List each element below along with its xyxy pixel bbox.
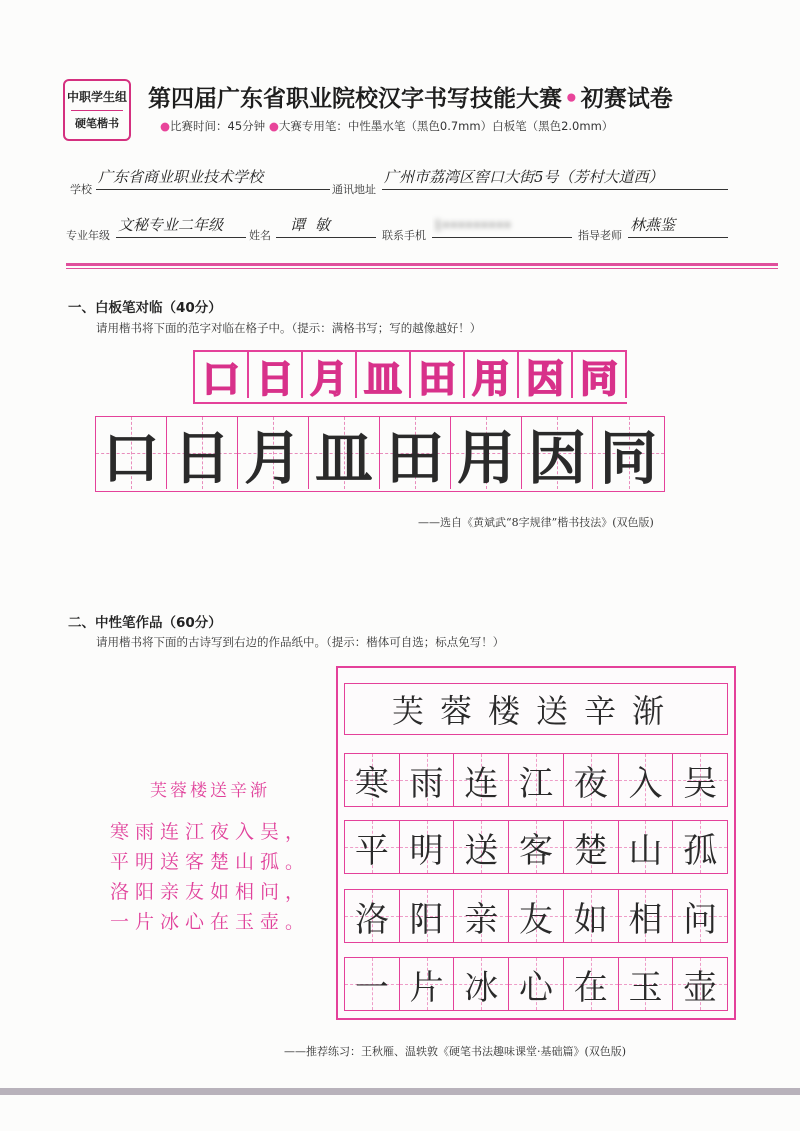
model-char: 口 [195,352,249,398]
sheet-cell[interactable]: 雨 [400,754,455,806]
model-char: 田 [411,352,465,398]
practice-cell[interactable]: 同 [593,417,664,489]
badge-divider [71,110,123,111]
phone-field[interactable] [432,214,572,238]
sheet-cell[interactable]: 平 [345,821,400,873]
badge-group-label: 中职学生组 [66,89,127,104]
sheet-cell[interactable]: 玉 [619,958,674,1010]
sheet-row [344,820,728,874]
bottom-edge-bar [0,1088,800,1095]
poem-line: 平明送客楚山孤。 [109,851,310,873]
sheet-cell[interactable]: 相 [619,890,674,942]
address-field[interactable]: 广州市荔湾区窖口大街5号（芳村大道西） [382,166,728,190]
sheet-cell[interactable]: 壶 [673,958,727,1010]
header-divider [66,263,778,266]
group-badge [63,79,131,141]
exam-time: 比赛时间：45分钟 [170,119,266,133]
teacher-field[interactable]: 林燕鉴 [628,214,728,238]
sheet-cell[interactable]: 吴 [673,754,727,806]
model-char: 用 [465,352,519,398]
sheet-cell[interactable]: 送 [454,821,509,873]
sheet-row [344,957,728,1011]
major-label: 专业年级 [66,229,110,242]
name-label: 姓名 [249,229,271,242]
practice-cell[interactable]: 月 [238,417,309,489]
sheet-row [344,889,728,943]
school-label: 学校 [70,183,92,196]
address-label: 通讯地址 [332,183,376,196]
model-characters-row [193,350,627,404]
poem-title: 芙蓉楼送辛渐 [150,781,270,801]
sheet-cell[interactable]: 冰 [454,958,509,1010]
practice-cell[interactable]: 用 [451,417,522,489]
sheet-cell[interactable]: 夜 [564,754,619,806]
sheet-cell[interactable]: 楚 [564,821,619,873]
sheet-cell[interactable]: 明 [400,821,455,873]
sheet-cell[interactable]: 如 [564,890,619,942]
exam-info [160,118,613,134]
sheet-cell[interactable]: 洛 [345,890,400,942]
sheet-cell[interactable]: 一 [345,958,400,1010]
badge-category-label: 硬笔楷书 [75,116,119,130]
practice-cell[interactable]: 皿 [309,417,380,489]
practice-cell[interactable]: 田 [380,417,451,489]
recommended-practice: ——推荐练习：王秋雁、温轶敦《硬笔书法趣味课堂·基础篇》(双色版) [284,1045,627,1058]
title-dot: • [564,86,579,112]
sheet-cell[interactable]: 入 [619,754,674,806]
sheet-cell[interactable]: 连 [454,754,509,806]
section1-title: 一、白板笔对临（40分） [68,300,222,316]
phone-label: 联系手机 [382,229,426,242]
exam-pens: 大赛专用笔：中性墨水笔（黑色0.7mm）白板笔（黑色2.0mm） [278,119,614,133]
header-divider-thin [66,268,778,269]
sheet-cell[interactable]: 在 [564,958,619,1010]
practice-cell[interactable]: 口 [96,417,167,489]
poem-line: 洛阳亲友如相问， [109,881,310,903]
model-char: 日 [249,352,303,398]
school-field[interactable]: 广东省商业职业技术学校 [96,166,330,190]
sheet-cell[interactable]: 友 [509,890,564,942]
model-char: 月 [303,352,357,398]
sheet-cell[interactable]: 片 [400,958,455,1010]
practice-cell[interactable]: 日 [167,417,238,489]
section2-hint: 请用楷书将下面的古诗写到右边的作品纸中。（提示：楷体可自选；标点免写！） [96,635,505,649]
sheet-cell[interactable]: 江 [509,754,564,806]
model-char: 同 [573,352,627,398]
model-char: 皿 [357,352,411,398]
page-title [148,80,673,113]
teacher-label: 指导老师 [578,229,622,242]
phone-value-blurred: 1••••••••• [434,219,512,234]
model-char: 因 [519,352,573,398]
section1-source: ——选自《黄斌武“8字规律”楷书技法》(双色版) [418,516,654,529]
poem-line: 一片冰心在玉壶。 [109,911,310,933]
sheet-cell[interactable]: 问 [673,890,727,942]
sheet-cell[interactable]: 阳 [400,890,455,942]
practice-grid-row [95,416,665,492]
poem-line: 寒雨连江夜入吴， [109,821,310,843]
major-field[interactable]: 文秘专业二年级 [116,214,246,238]
name-field[interactable]: 谭敏 [276,214,376,238]
title-main: 第四届广东省职业院校汉字书写技能大赛 [148,86,562,112]
sheet-cell[interactable]: 孤 [673,821,727,873]
sheet-cell[interactable]: 心 [509,958,564,1010]
sheet-cell[interactable]: 客 [509,821,564,873]
sheet-cell[interactable]: 寒 [345,754,400,806]
sheet-title[interactable]: 芙蓉楼送辛渐 [344,683,728,735]
practice-cell[interactable]: 因 [522,417,593,489]
section2-title: 二、中性笔作品（60分） [68,615,222,631]
section1-hint: 请用楷书将下面的范字对临在格子中。（提示：满格书写；写的越像越好！） [96,321,482,335]
sheet-row [344,753,728,807]
bullet-icon: ● [160,119,171,133]
sheet-cell[interactable]: 山 [619,821,674,873]
title-tail: 初赛试卷 [580,86,673,112]
sheet-cell[interactable]: 亲 [454,890,509,942]
bullet-icon: ● [268,119,279,133]
poem-reference [100,776,320,937]
